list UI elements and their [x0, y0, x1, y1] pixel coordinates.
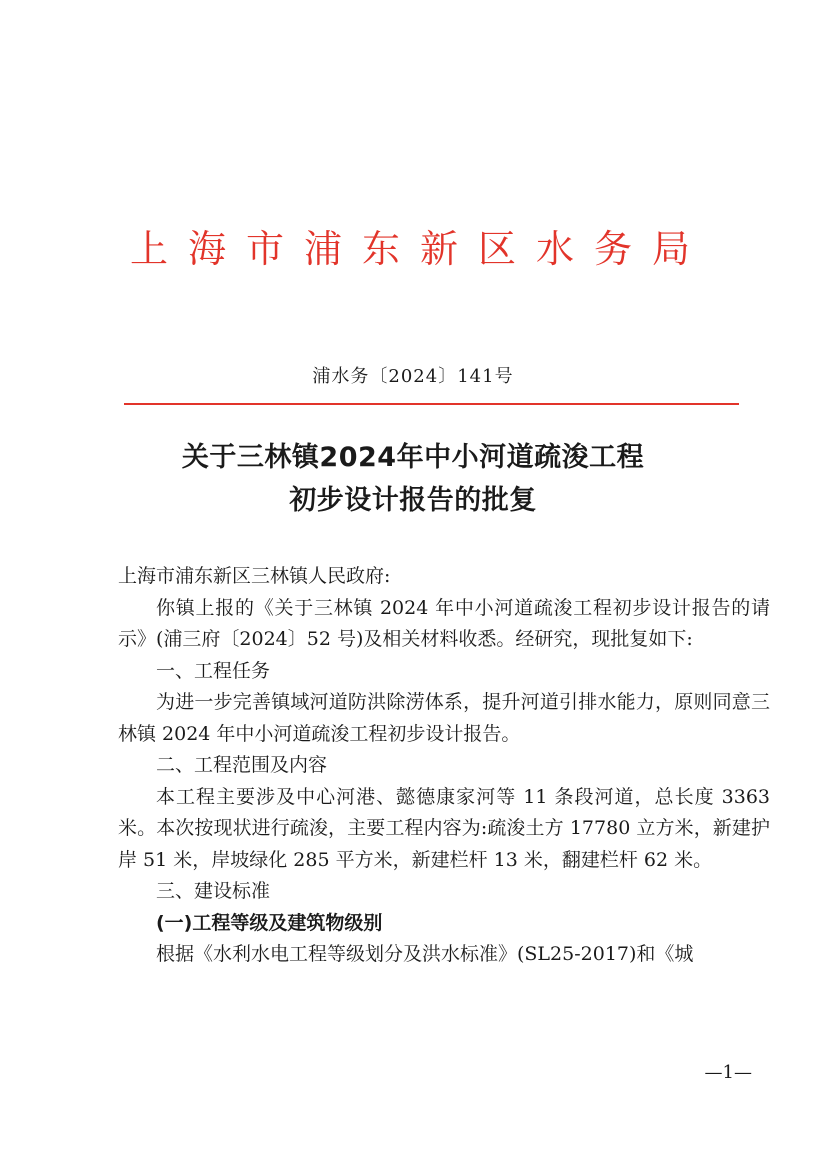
page-number: —1—	[704, 1062, 752, 1083]
intro-paragraph: 你镇上报的《关于三林镇 2024 年中小河道疏浚工程初步设计报告的请示》(浦三府〔2024〕52 号)及相关材料收悉。经研究，现批复如下:	[118, 596, 770, 650]
section-2-heading: 二、工程范围及内容	[156, 754, 328, 776]
section-3-sub-1-text: 根据《水利水电工程等级划分及洪水标准》(SL25-2017)和《城	[156, 943, 694, 965]
title-line-2: 初步设计报告的批复	[289, 485, 537, 516]
document-number: 浦水务〔2024〕141号	[312, 366, 514, 387]
document-body	[118, 561, 770, 971]
section-3-heading: 三、建设标准	[156, 880, 271, 902]
recipient: 上海市浦东新区三林镇人民政府:	[118, 565, 391, 587]
red-divider	[124, 403, 739, 405]
title-line-1: 关于三林镇2024年中小河道疏浚工程	[181, 442, 645, 473]
section-1-heading: 一、工程任务	[156, 659, 271, 682]
section-3-subheading-1: (一)工程等级及建筑物级别	[156, 911, 383, 934]
section-1-text: 为进一步完善镇域河道防洪除涝体系，提升河道引排水能力，原则同意三林镇 2024 年中小河道疏浚工程初步设计报告。	[118, 691, 770, 745]
document-title	[0, 436, 826, 522]
section-2-text: 本工程主要涉及中心河港、懿德康家河等 11 条段河道，总长度 3363 米。本次按现状进行疏浚，主要工程内容为:疏浚土方 17780 立方米，新建护岸 51 米，岸坡绿化 285 平方米，新建栏杆 13 米，翻建栏杆 62 米。	[118, 785, 770, 871]
agency-header: 上海市浦东新区水务局	[129, 227, 710, 271]
